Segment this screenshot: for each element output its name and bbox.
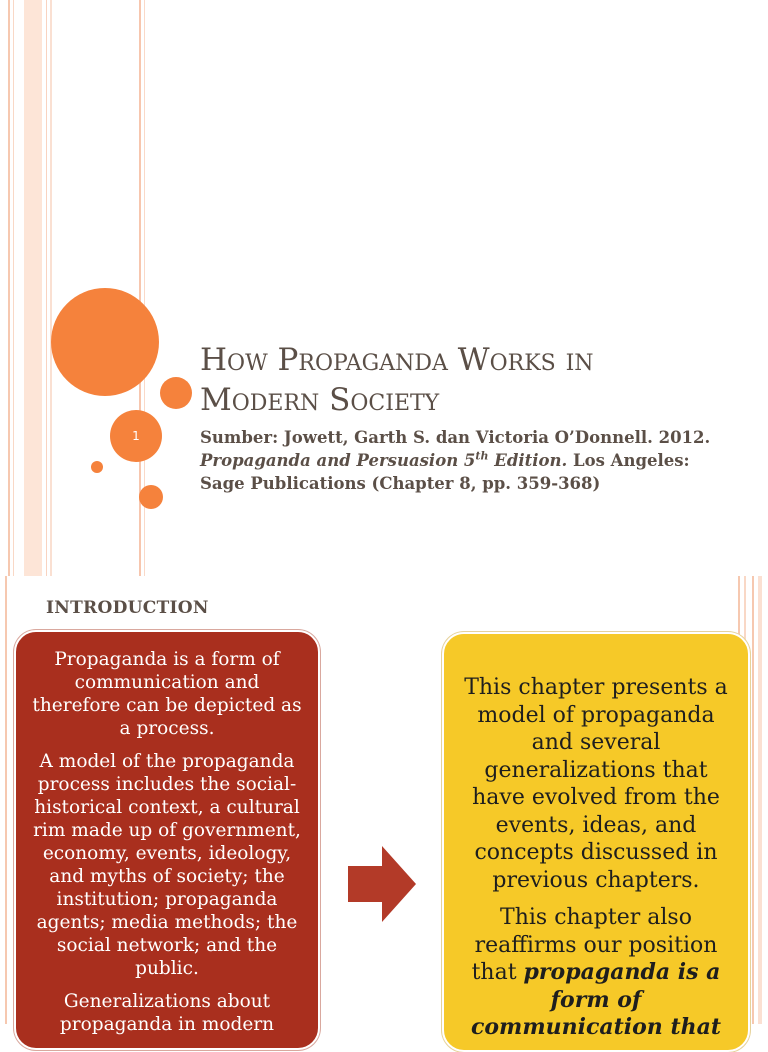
left-paragraph: A model of the propaganda process includes the social-historical context, a cultural rim made up of government, economy, events, ideology, and myths of society; the institution; propaganda agents; media methods; the social network; and the public. (33, 751, 301, 979)
decorative-circle-large (51, 288, 159, 396)
right-paragraph-plain: This chapter also reaffirms our position that (471, 905, 718, 985)
decorative-circle-small (139, 485, 163, 509)
source-suffix: Los Angeles: Sage Publications (Chapter 8, pp. 359-368) (200, 451, 690, 493)
decorative-circle-small (160, 377, 192, 409)
decorative-stripe (758, 576, 762, 1024)
decorative-stripe (50, 0, 52, 576)
title-line-2: Modern Society (200, 382, 440, 418)
right-arrow-icon (348, 846, 416, 922)
source-prefix: Sumber: Jowett, Garth S. dan Victoria O’Donnell. 2012. (200, 428, 711, 447)
decorative-stripe (24, 0, 42, 576)
source-edition: Edition. (488, 451, 568, 470)
source-sup: th (475, 449, 489, 463)
right-paragraph: This chapter presents a model of propaganda and several generalizations that have evolved from the events, ideas, and concepts discussed in previous chapters. (464, 675, 728, 893)
right-paragraph-emphasis: propaganda is a form of communication that (470, 959, 722, 1040)
introduction-slide (0, 576, 768, 1040)
decorative-stripe (5, 576, 7, 1024)
source-citation (200, 426, 720, 495)
section-heading: INTRODUCTION (46, 598, 209, 618)
decorative-stripe (46, 0, 47, 576)
left-paragraph: Propaganda is a form of communication and therefore can be depicted as a process. (32, 649, 302, 739)
decorative-stripe (13, 0, 14, 576)
left-text-box (14, 630, 320, 1050)
slide-title (200, 340, 760, 420)
decorative-circle-dot (91, 461, 103, 473)
decorative-stripe (8, 0, 10, 576)
left-paragraph: Generalizations about propaganda in modern (59, 991, 275, 1035)
source-book: Propaganda and Persuasion 5 (200, 451, 476, 470)
title-line-1: How Propaganda Works in (200, 342, 594, 378)
slide-number: 1 (132, 429, 140, 443)
right-paragraph (458, 904, 734, 1042)
decorative-stripe (752, 576, 754, 1024)
right-text-box (442, 632, 750, 1052)
